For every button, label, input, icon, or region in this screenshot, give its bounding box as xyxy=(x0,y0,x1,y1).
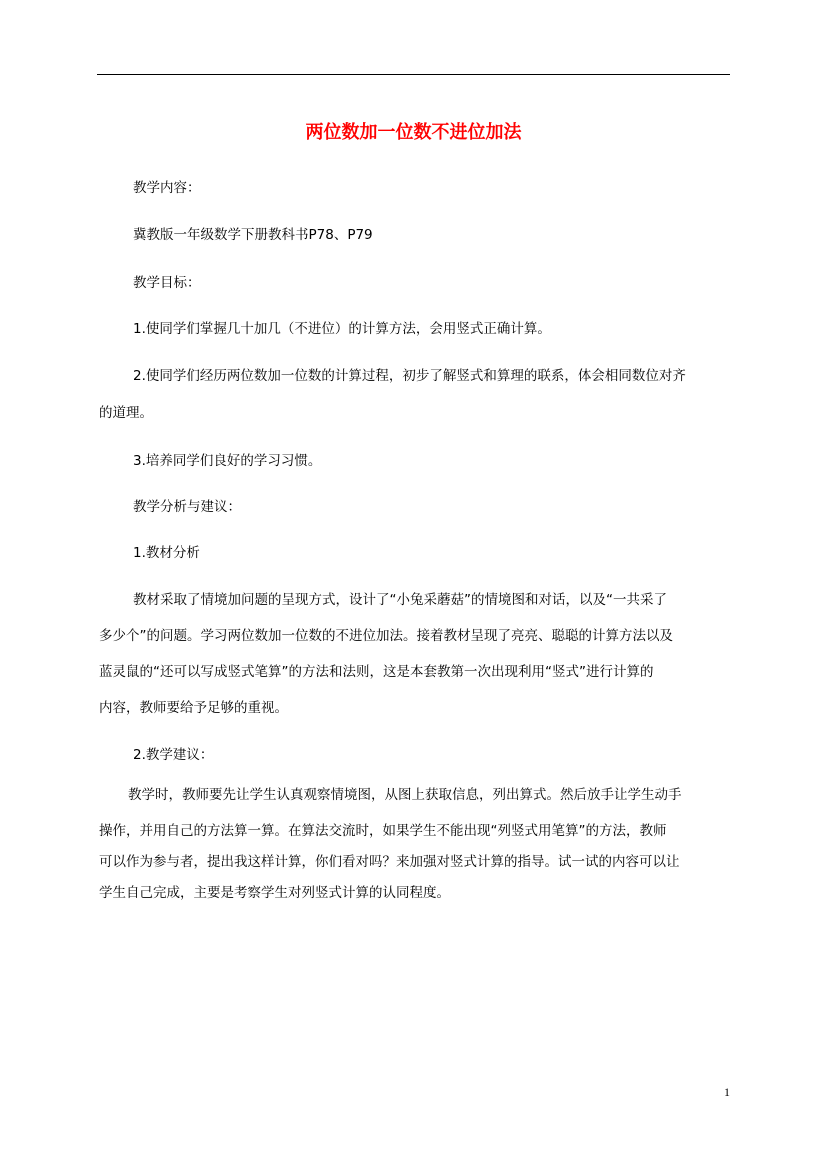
analysis-subheading-1: 1.教材分析 xyxy=(133,545,200,561)
content-heading: 教学内容： xyxy=(133,180,201,196)
analysis-paragraph-line-3: 蓝灵鼠的“还可以写成竖式笔算”的方法和法则，这是本套教第一次出现利用“竖式”进行计算的 xyxy=(99,664,654,680)
analysis-subheading-2: 2.教学建议： xyxy=(133,747,214,763)
advice-paragraph-line-1: 教学时，教师要先让学生认真观察情境图，从图上获取信息，列出算式。然后放手让学生动手 xyxy=(128,787,682,803)
analysis-paragraph-line-4: 内容，教师要给予足够的重视。 xyxy=(99,700,288,716)
goal-1: 1.使同学们掌握几十加几（不进位）的计算方法，会用竖式正确计算。 xyxy=(133,321,551,337)
analysis-paragraph-line-2: 多少个”的问题。学习两位数加一位数的不进位加法。接着教材呈现了亮亮、聪聪的计算方法以及 xyxy=(99,628,673,644)
header-rule xyxy=(97,74,730,75)
analysis-paragraph-line-1: 教材采取了情境加问题的呈现方式，设计了“小兔采蘑菇”的情境图和对话，以及“一共采了 xyxy=(133,592,667,608)
goal-2-line-1: 2.使同学们经历两位数加一位数的计算过程，初步了解竖式和算理的联系，体会相同数位对齐 xyxy=(133,368,686,384)
advice-paragraph-line-3: 可以作为参与者，提出我这样计算，你们看对吗？来加强对竖式计算的指导。试一试的内容可以让 xyxy=(99,854,680,870)
advice-paragraph-line-2: 操作，并用自己的方法算一算。在算法交流时，如果学生不能出现“列竖式用笔算”的方法，教师 xyxy=(99,823,667,839)
goal-3: 3.培养同学们良好的学习习惯。 xyxy=(133,453,322,469)
page-number: 1 xyxy=(724,1085,730,1099)
goals-heading: 教学目标： xyxy=(133,275,201,291)
goal-2-line-2: 的道理。 xyxy=(99,405,153,421)
analysis-heading: 教学分析与建议： xyxy=(133,499,241,515)
content-text: 冀教版一年级数学下册教科书P78、P79 xyxy=(133,227,373,243)
advice-paragraph-line-4: 学生自己完成，主要是考察学生对列竖式计算的认同程度。 xyxy=(99,885,450,901)
document-title: 两位数加一位数不进位加法 xyxy=(305,122,522,143)
